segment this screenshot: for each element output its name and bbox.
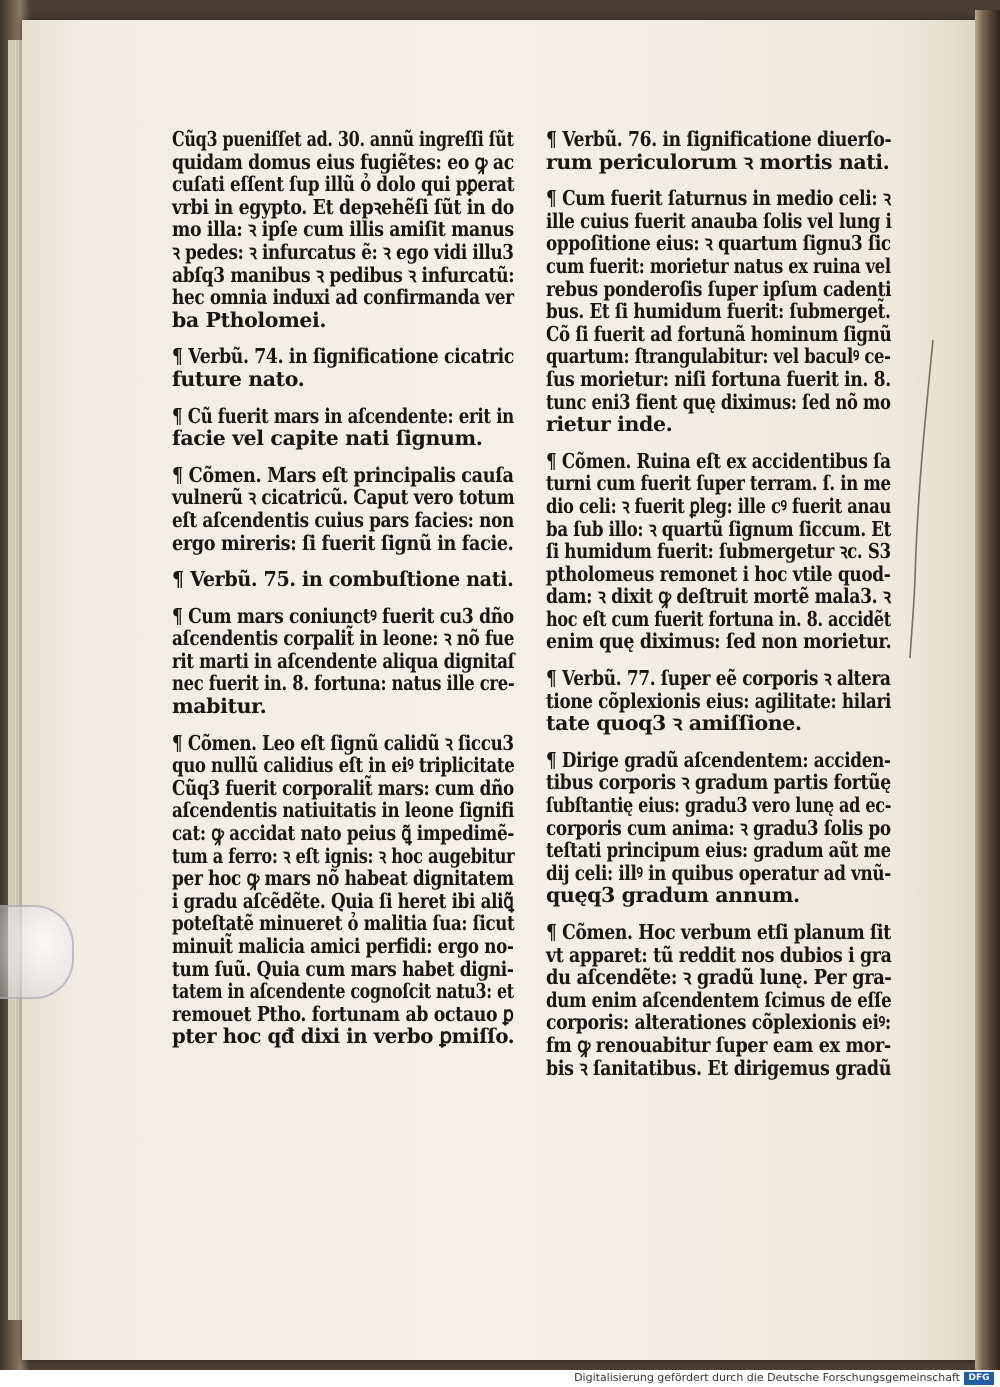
text-line: nec fuerit in. 8. fortuna: natus ille cre- [172, 671, 515, 696]
text-paragraph [172, 464, 514, 554]
binding-right-edge [975, 10, 1000, 1370]
text-paragraph [546, 450, 891, 653]
text-paragraph [546, 667, 891, 735]
text-line: cuſati eſſent ſup illũ ỏ dolo qui pꝑerat [172, 172, 515, 197]
text-line: ergo mireris: ſi fuerit ſignũ in facie. [172, 530, 514, 555]
text-line: teſtati principum eius: gradum aũt me [546, 838, 891, 863]
text-line: ¶ Cum mars coniunctꝰ fuerit cu3 dño [172, 603, 514, 628]
text-paragraph [546, 187, 891, 436]
paragraph-gap [546, 436, 891, 450]
text-line: rebus ponderoſis ſuper ipſum cadenti [546, 276, 892, 301]
text-line: vulnerũ ꝛ cicatricũ. Caput vero totum [172, 485, 515, 510]
text-line: ¶ Cõmen. Leo eſt ſignũ calidũ ꝛ ſiccu3 [172, 730, 514, 755]
paragraph-gap [546, 173, 891, 187]
bookmark-thread [905, 340, 935, 660]
text-line: per hoc ꝙ mars nõ habeat dignitatem [172, 866, 514, 891]
text-line: ba Ptholomei. [172, 307, 327, 332]
text-line: rit marti in aſcendente aliqua dignitaſ [172, 648, 515, 673]
text-line: pter hoc qđ dixi in verbo ꝑmiſſo. [172, 1024, 515, 1049]
text-line: hec omnia induxi ad confirmanda ver [172, 285, 514, 310]
text-line: remouet Ptho. fortunam ab octauo ꝑ [172, 1001, 514, 1026]
footer-bar [0, 1370, 1000, 1387]
text-line: tunc eni3 fient quę diximus: ſed nõ mo [546, 389, 891, 414]
text-line: turni cum fuerit ſuper terram. ſ. in me [546, 471, 891, 496]
text-line: tate quoq3 ꝛ amiſſione. [546, 711, 802, 736]
text-line: Cõ ſi fuerit ad fortunã hominum ſignũ [546, 321, 892, 346]
text-line: corporis cum anima: ꝛ gradu3 ſolis po [546, 815, 891, 840]
text-line: poteſtatẽ minueret ỏ malitia ſua: ſicut [172, 911, 515, 936]
text-line: cat: ꝙ accidat nato peius ꝗ̃ impedimẽ- [172, 821, 515, 846]
text-line: abſq3 manibus ꝛ pedibus ꝛ infurcatũ: [172, 262, 515, 287]
text-line: hoc eſt cum fuerit fortuna in. 8. accidẽt [546, 606, 891, 631]
text-line: mo illa: ꝛ ipſe cum illis amiſit manus [172, 217, 514, 242]
text-line: aſcendentis natiuitatis in leone ſignifi [172, 798, 515, 823]
text-line: tatem in aſcendente cognoſcit natu3: et [172, 979, 514, 1004]
text-line: dam: ꝛ dixit ꝙ deſtruit mortẽ mala3. ꝛ [546, 584, 891, 609]
text-line: Cũq3 fuerit corporalit̃ mars: cum dño [172, 775, 514, 800]
text-line: bus. Et ſi humidum fuerit: ſubmerget̃. [546, 299, 891, 324]
text-line: ſubſtantię eius: gradu3 vero lunę ad ec- [546, 793, 892, 818]
text-line: Cũq3 pueniſſet ad. 30. annũ ingreſſi ſũt [172, 127, 514, 151]
text-line: rietur inde. [546, 412, 673, 437]
text-line: vrbi in egypto. Et depꝛehẽſi ſũt in do [172, 194, 515, 219]
text-line: enim quę diximus: ſed non morietur. [546, 629, 892, 654]
text-paragraph [546, 921, 891, 1079]
text-paragraph [172, 345, 514, 390]
text-line: ba ſub illo: ꝛ quartũ ſignum ſiccum. Et [546, 516, 892, 541]
text-line: ¶ Cõmen. Hoc verbum etſi planum ſit [546, 920, 891, 944]
text-line: ¶ Verbũ. 77. ſuper eẽ corporis ꝛ altera [546, 666, 891, 691]
text-line: ptholomeus remonet i hoc vtile quod- [546, 561, 891, 586]
right-text-column [546, 128, 891, 1079]
text-line: quidam domus eius fugiẽtes: eo ꝙ ac [172, 149, 514, 174]
paragraph-gap [546, 735, 891, 749]
text-line: dij celi: illꝰ in quibus operatur ad vnũ- [546, 860, 891, 885]
text-line: minuit̃ malicia amici perfidi: ergo no- [172, 934, 514, 958]
text-line: ¶ Verbũ. 75. in combuſtione nati. [172, 567, 514, 592]
paragraph-gap [172, 331, 514, 345]
paragraph-gap [546, 907, 891, 921]
text-line: ¶ Cõmen. Ruina eſt ex accidentibus ſa [546, 448, 891, 473]
text-line: ꝛ pedes: ꝛ infurcatus ẽ: ꝛ ego vidi illu3 [172, 239, 514, 264]
text-line: ¶ Verbũ. 74. in ſignificatione cicatric [172, 344, 515, 369]
left-text-column [172, 128, 514, 1048]
text-line: ille cuius fuerit anauba ſolis vel lung i [546, 208, 892, 233]
footer-credit: Digitalisierung gefördert durch die Deutsche Forschungsgemeinschaft [574, 1371, 960, 1384]
text-line: dio celi: ꝛ fuerit ꝑleg: ille cꝰ fuerit anau [546, 493, 891, 518]
page-clip [0, 905, 74, 999]
text-line: quęq3 gradum annum. [546, 883, 800, 908]
text-line: quo nullũ calidius eſt in eiꝰ triplicitate [172, 753, 515, 778]
text-line: i gradu aſcẽdẽte. Quia ſi heret ibi aliꝗ̃ [172, 888, 514, 913]
text-line: mabitur. [172, 694, 267, 719]
text-line: aſcendentis corpalit̃ in leone: ꝛ nõ fue [172, 626, 515, 651]
paragraph-gap [172, 450, 514, 464]
text-paragraph [546, 128, 891, 173]
text-paragraph [546, 749, 891, 907]
text-line: vt apparet: tũ reddit nos dubios i gra [546, 942, 892, 967]
paragraph-gap [172, 554, 514, 568]
text-line: ¶ Cum fuerit ſaturnus in medio celi: ꝛ [546, 186, 891, 211]
text-line: tum ſuũ. Quia cum mars habet digni- [172, 956, 514, 981]
text-line: ¶ Cũ fuerit mars in aſcendente: erit in [172, 403, 514, 428]
text-line: rum periculorum ꝛ mortis nati. [546, 149, 890, 174]
text-line: cum fuerit: morietur natus ex ruina vel [546, 253, 891, 278]
text-paragraph [172, 405, 514, 450]
text-line: facie vel capite nati ſignum. [172, 426, 483, 451]
text-line: dum enim aſcendentem ſcimus de eſſe [546, 987, 892, 1012]
paragraph-gap [172, 391, 514, 405]
text-line: future nato. [172, 366, 305, 391]
text-line: eſt aſcendentis cuius pars facies: non [172, 507, 514, 532]
text-line: tione cõplexionis eius: agilitate: hilari [546, 688, 892, 713]
text-paragraph [172, 605, 514, 718]
text-line: corporis: alterationes cõplexionis eiꝰ: [546, 1010, 891, 1035]
text-line: tibus corporis ꝛ gradum partis fortũę [546, 770, 891, 795]
paragraph-gap [546, 653, 891, 667]
text-line: oppoſitione eius: ꝛ quartum ſignu3 ſic [546, 231, 891, 256]
paragraph-gap [172, 591, 514, 605]
text-line: ſus morietur: niſi fortuna fuerit in. 8. [546, 366, 891, 391]
text-line: ¶ Verbũ. 76. in ſignificatione diuerſo- [546, 127, 892, 151]
text-line: bis ꝛ ſanitatibus. Et dirigemus gradũ [546, 1055, 892, 1080]
text-paragraph [172, 568, 514, 591]
text-line: du aſcendẽte: ꝛ gradũ lunę. Per gra- [546, 965, 892, 990]
dfg-logo: DFG [964, 1372, 994, 1385]
text-line: tum a ferro: ꝛ eſt ignis: ꝛ hoc augebitur [172, 843, 515, 868]
text-paragraph [172, 732, 514, 1048]
text-line: ſi humidum fuerit: ſubmergetur ꝛc. S3 [546, 539, 891, 564]
text-line: quartum: ſtrangulabitur: vel baculꝰ ce- [546, 344, 891, 369]
text-line: fm ꝙ renouabitur ſuper eam ex mor- [546, 1032, 891, 1057]
paragraph-gap [172, 718, 514, 732]
text-paragraph [172, 128, 514, 331]
text-line: ¶ Dirige gradũ aſcendentem: acciden- [546, 747, 891, 772]
text-line: ¶ Cõmen. Mars eſt principalis cauſa [172, 462, 514, 487]
